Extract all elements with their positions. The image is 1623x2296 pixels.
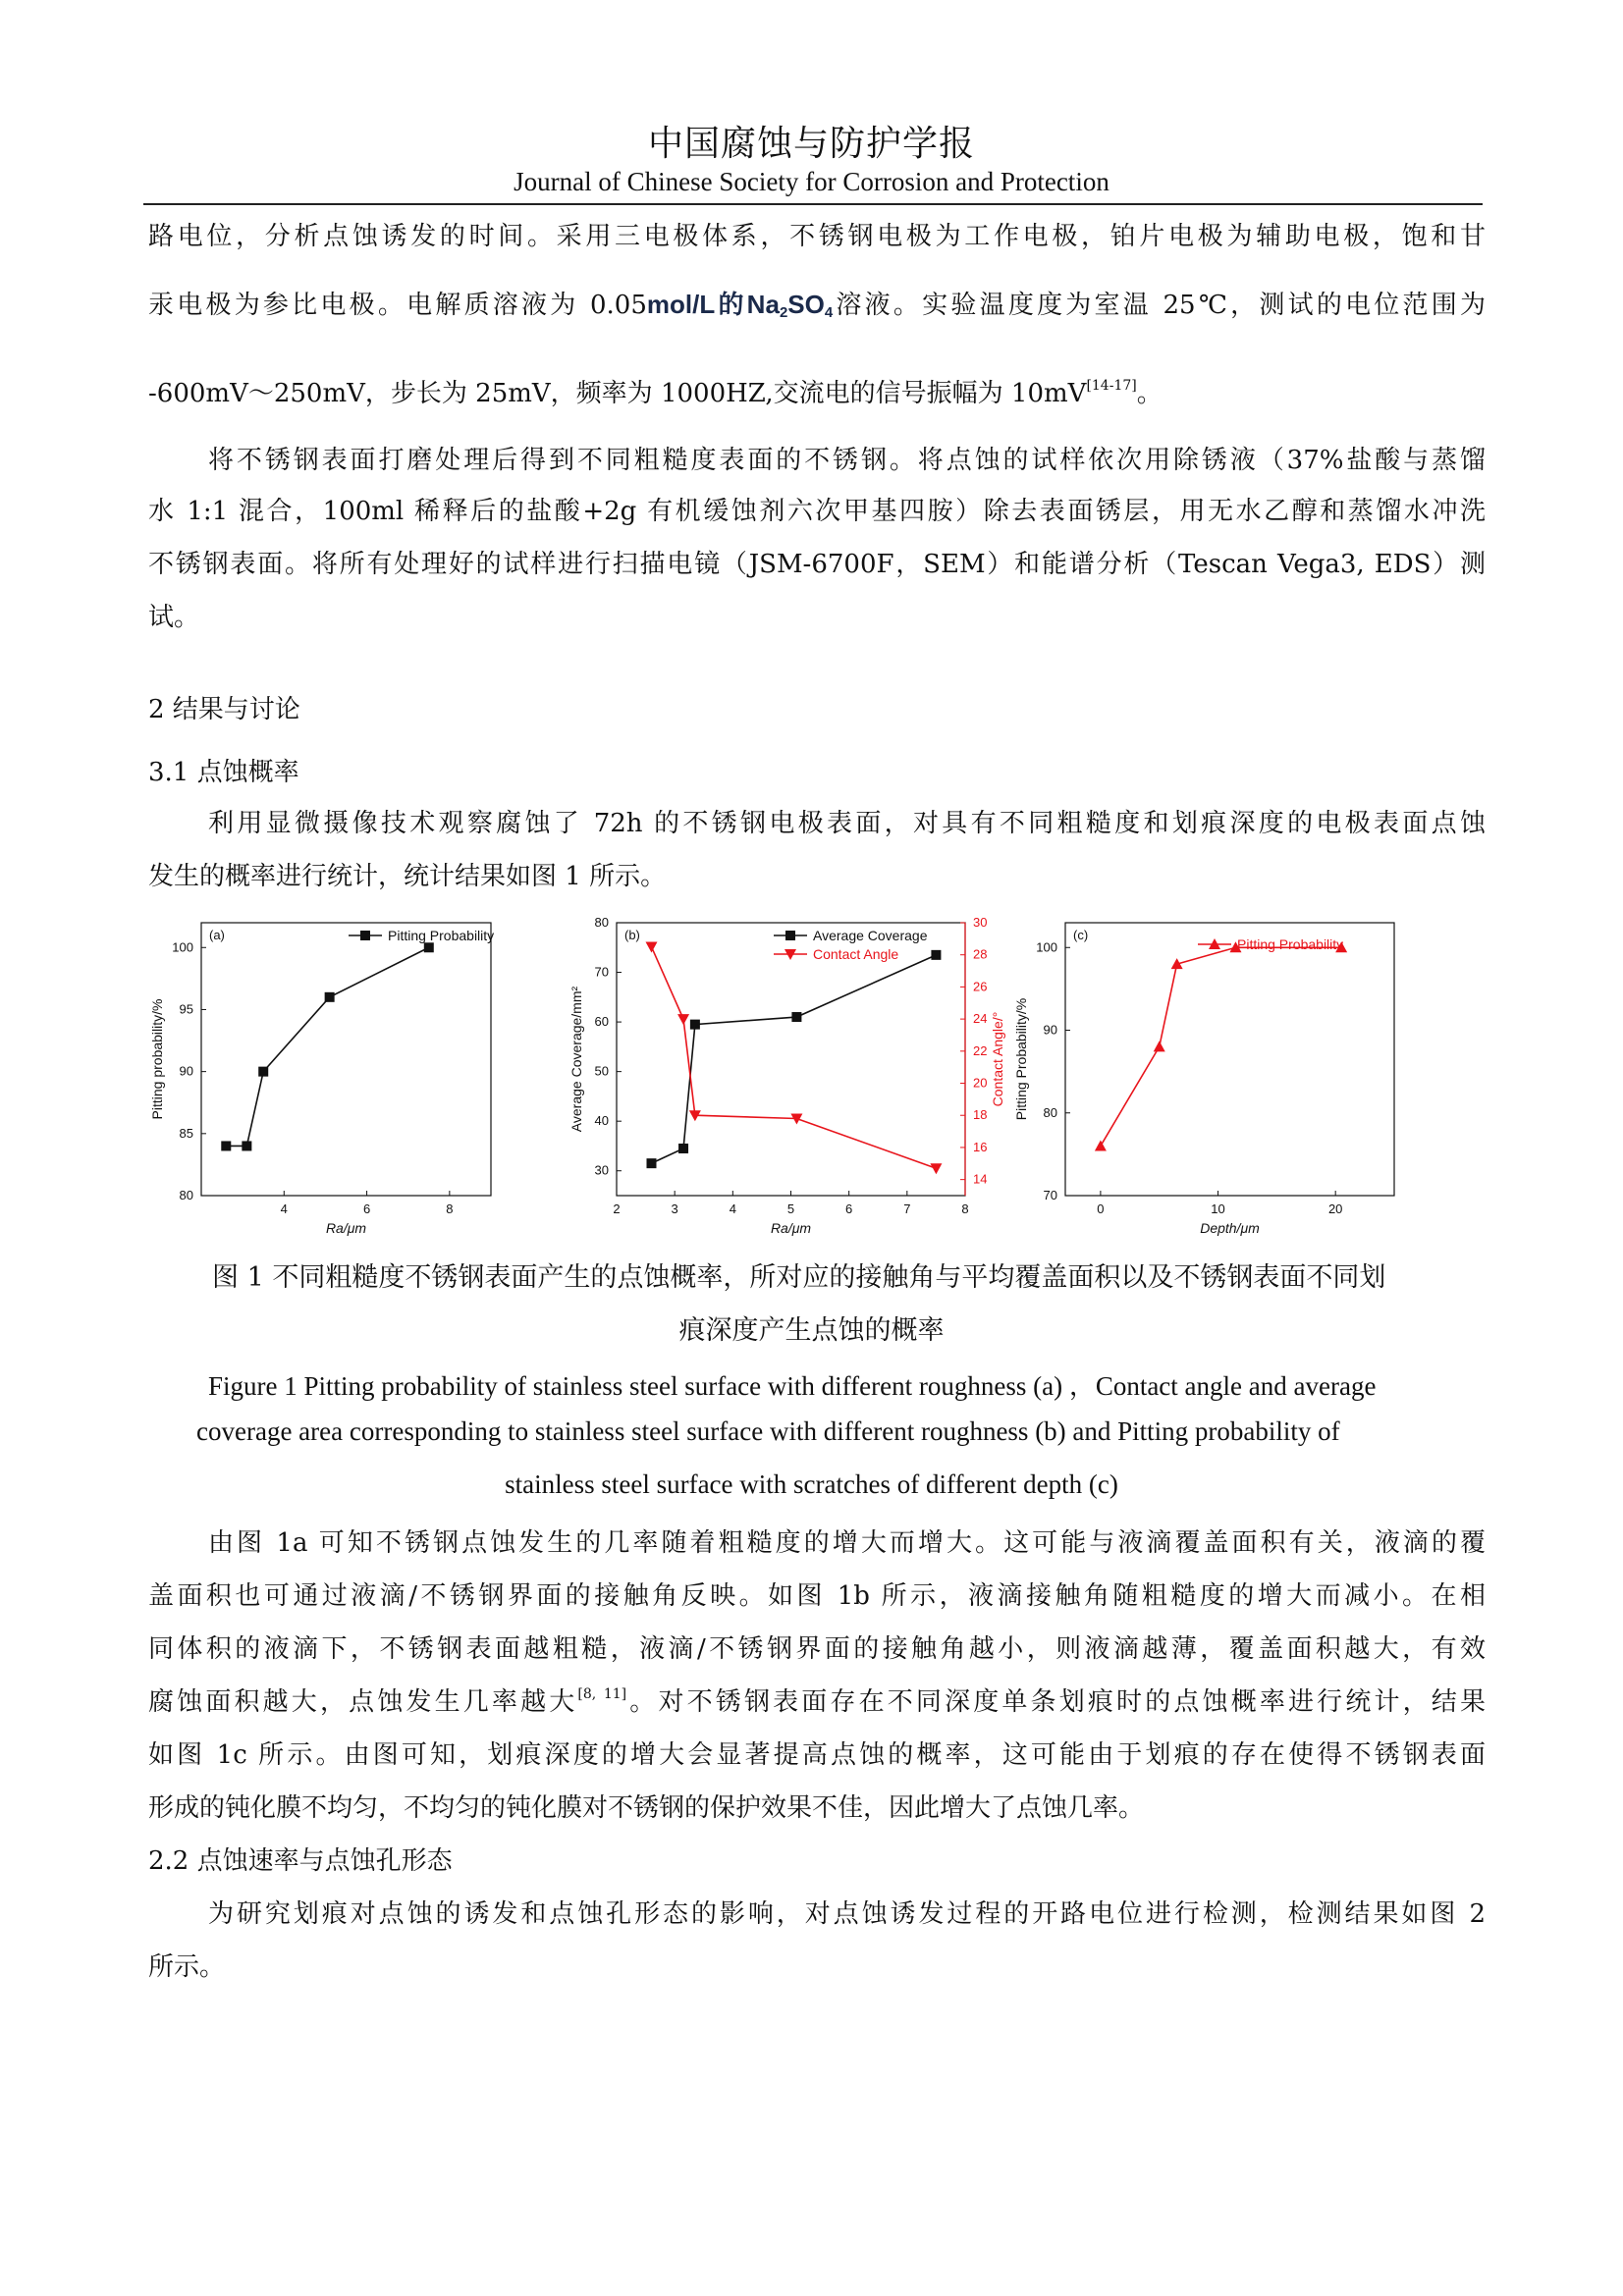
text-line: 所示。 bbox=[148, 1952, 226, 1982]
data-point bbox=[242, 1141, 251, 1150]
y-tick-label: 95 bbox=[179, 1001, 193, 1017]
data-point bbox=[791, 1012, 801, 1022]
text-line: 形成的钝化膜不均匀，不均匀的钝化膜对不锈钢的保护效果不佳，因此增大了点蚀几率。 bbox=[148, 1793, 1145, 1823]
x-axis-label: Ra/μm bbox=[770, 1220, 812, 1236]
citation: [14-17] bbox=[1086, 378, 1137, 394]
y-right-tick-label: 16 bbox=[973, 1139, 988, 1154]
y-right-tick-label: 24 bbox=[973, 1011, 988, 1027]
text-span: 。对不锈钢表面存在不同深度单条划痕时的点蚀概率进行统计，结果 bbox=[626, 1687, 1486, 1717]
x-tick-label: 7 bbox=[903, 1201, 911, 1216]
figure-caption-en: coverage area corresponding to stainless steel surface with different roughness (b) and Pitting probability of bbox=[196, 1416, 1340, 1446]
text-line: 同体积的液滴下，不锈钢表面越粗糙，液滴/不锈钢界面的接触角越小，则液滴越薄，覆盖面积越大，有效 bbox=[148, 1634, 1486, 1664]
header-rule bbox=[143, 203, 1483, 205]
data-point bbox=[221, 1141, 231, 1150]
plot-frame bbox=[201, 923, 491, 1196]
chart-c-pitting-vs-depth bbox=[1006, 908, 1404, 1247]
series-line-pitting-probability bbox=[226, 947, 429, 1146]
panel-label: (c) bbox=[1073, 928, 1089, 942]
y-right-tick-label: 28 bbox=[973, 946, 988, 962]
y-tick-label: 60 bbox=[594, 1014, 609, 1030]
x-tick-label: 6 bbox=[845, 1201, 853, 1216]
y-tick-label: 30 bbox=[594, 1162, 609, 1178]
plot-frame bbox=[1065, 923, 1394, 1196]
y-tick-label: 100 bbox=[1036, 939, 1057, 955]
text-span: 腐蚀面积越大，点蚀发生几率越大 bbox=[148, 1687, 578, 1717]
legend-label: Contact Angle bbox=[813, 946, 899, 962]
y-axis-label: Pitting Probability/% bbox=[1013, 997, 1029, 1121]
formula-part: mol/L的Na bbox=[646, 290, 780, 319]
data-point bbox=[1154, 1041, 1165, 1051]
panel-label: (b) bbox=[624, 928, 640, 942]
x-tick-label: 3 bbox=[671, 1201, 678, 1216]
x-tick-label: 4 bbox=[280, 1201, 288, 1216]
legend-marker bbox=[785, 931, 795, 940]
y-tick-label: 85 bbox=[179, 1125, 193, 1141]
y-right-tick-label: 26 bbox=[973, 979, 988, 994]
data-point bbox=[646, 942, 658, 953]
legend-marker bbox=[360, 931, 370, 940]
y-tick-label: 70 bbox=[594, 964, 609, 980]
x-tick-label: 0 bbox=[1097, 1201, 1105, 1216]
figure-caption-cn: 痕深度产生点蚀的概率 bbox=[678, 1315, 945, 1346]
text-line: 不锈钢表面。将所有处理好的试样进行扫描电镜（JSM-6700F，SEM）和能谱分析（Tescan Vega3, EDS）测 bbox=[148, 550, 1486, 579]
panel-label: (a) bbox=[209, 928, 225, 942]
text-span: -600mV～250mV，步长为 25mV，频率为 1000HZ,交流电的信号振幅为 10mV bbox=[148, 379, 1087, 408]
y-tick-label: 80 bbox=[594, 915, 609, 930]
y-tick-label: 100 bbox=[172, 939, 193, 955]
x-tick-label: 4 bbox=[729, 1201, 736, 1216]
series-line-contact-angle bbox=[652, 947, 937, 1169]
text-line: 由图 1a 可知不锈钢点蚀发生的几率随着粗糙度的增大而增大。这可能与液滴覆盖面积有关，液滴的覆 bbox=[208, 1528, 1486, 1558]
data-point bbox=[690, 1020, 700, 1030]
x-tick-label: 8 bbox=[961, 1201, 969, 1216]
y-tick-label: 40 bbox=[594, 1113, 609, 1129]
text-line: 发生的概率进行统计，统计结果如图 1 所示。 bbox=[148, 862, 667, 891]
text-line bbox=[148, 373, 1486, 409]
y-tick-label: 70 bbox=[1043, 1188, 1057, 1202]
text-line: 为研究划痕对点蚀的诱发和点蚀孔形态的影响，对点蚀诱发过程的开路电位进行检测，检测结果如图 2 bbox=[208, 1899, 1486, 1929]
text-line: 利用显微摄像技术观察腐蚀了 72h 的不锈钢电极表面，对具有不同粗糙度和划痕深度的电极表面点蚀 bbox=[208, 809, 1486, 838]
figure-caption-en: stainless steel surface with scratches of different depth (c) bbox=[505, 1469, 1118, 1499]
x-tick-label: 5 bbox=[786, 1201, 795, 1216]
y-right-tick-label: 18 bbox=[973, 1107, 988, 1123]
section-heading: 2 结果与讨论 bbox=[148, 695, 300, 724]
data-point bbox=[1095, 1140, 1107, 1150]
section-heading: 3.1 点蚀概率 bbox=[148, 758, 299, 787]
x-tick-label: 6 bbox=[362, 1201, 371, 1216]
text-line: 盖面积也可通过液滴/不锈钢界面的接触角反映。如图 1b 所示，液滴接触角随粗糙度的增大而减小。在相 bbox=[148, 1581, 1486, 1611]
y-tick-label: 80 bbox=[1043, 1104, 1057, 1120]
figure-caption-en: Figure 1 Pitting probability of stainless steel surface with different roughness (a) ，Contact angle and average bbox=[208, 1371, 1377, 1401]
x-tick-label: 20 bbox=[1327, 1201, 1343, 1216]
x-tick-label: 2 bbox=[613, 1201, 621, 1216]
y-right-axis-label: Contact Angle/° bbox=[990, 1011, 1005, 1107]
y-tick-label: 80 bbox=[179, 1188, 193, 1202]
series-line-pitting-probability bbox=[1101, 947, 1341, 1146]
text-span: 。 bbox=[1136, 379, 1163, 408]
y-axis-label: Average Coverage/mm² bbox=[568, 986, 584, 1133]
y-tick-label: 50 bbox=[594, 1063, 609, 1079]
chart-a-pitting-vs-roughness bbox=[142, 908, 584, 1247]
journal-title-en: Journal of Chinese Society for Corrosion and Protection bbox=[514, 167, 1109, 196]
data-point bbox=[678, 1144, 688, 1153]
chart-b-coverage-contact-angle bbox=[568, 908, 1014, 1247]
formula-subscript: 2 bbox=[779, 304, 788, 321]
formula-part: SO bbox=[787, 290, 825, 319]
series-line-average-coverage bbox=[652, 955, 937, 1163]
data-point bbox=[325, 992, 335, 1002]
x-tick-label: 8 bbox=[446, 1201, 454, 1216]
legend-label: Pitting Probability bbox=[388, 928, 495, 943]
y-right-tick-label: 14 bbox=[973, 1171, 988, 1187]
text-span: 汞电极为参比电极。电解质溶液为 0.05 bbox=[148, 291, 647, 320]
y-right-tick-label: 22 bbox=[973, 1042, 988, 1058]
formula-subscript: 4 bbox=[824, 304, 834, 321]
data-point bbox=[930, 1163, 942, 1174]
text-line: 水 1:1 混合，100ml 稀释后的盐酸+2g 有机缓蚀剂六次甲基四胺）除去表面锈层，用无水乙醇和蒸馏水冲洗 bbox=[148, 497, 1486, 526]
y-right-tick-label: 20 bbox=[973, 1075, 988, 1091]
x-axis-label: Depth/μm bbox=[1200, 1220, 1260, 1236]
text-line: 如图 1c 所示。由图可知，划痕深度的增大会显著提高点蚀的概率，这可能由于划痕的存在使得不锈钢表面 bbox=[148, 1740, 1486, 1770]
text-line: 将不锈钢表面打磨处理后得到不同粗糙度表面的不锈钢。将点蚀的试样依次用除锈液（37%盐酸与蒸馏 bbox=[208, 446, 1486, 475]
x-tick-label: 10 bbox=[1211, 1201, 1225, 1216]
text-span: 溶液。实验温度度为室温 25℃，测试的电位范围为 bbox=[833, 291, 1487, 320]
text-line bbox=[148, 1682, 1486, 1718]
y-tick-label: 90 bbox=[1043, 1022, 1057, 1038]
legend-label: Pitting Probability bbox=[1237, 936, 1344, 952]
section-heading: 2.2 点蚀速率与点蚀孔形态 bbox=[148, 1846, 453, 1876]
figure-caption-cn: 图 1 不同粗糙度不锈钢表面产生的点蚀概率，所对应的接触角与平均覆盖面积以及不锈钢表面不同划 bbox=[212, 1262, 1386, 1293]
data-point bbox=[931, 950, 941, 960]
y-axis-label: Pitting probability/% bbox=[149, 998, 165, 1120]
data-point bbox=[647, 1158, 657, 1168]
legend-label: Average Coverage bbox=[813, 928, 928, 943]
data-point bbox=[677, 1014, 689, 1025]
data-point bbox=[258, 1067, 268, 1077]
text-line: 路电位，分析点蚀诱发的时间。采用三电极体系，不锈钢电极为工作电极，铂片电极为辅助电极，饱和甘 bbox=[148, 222, 1486, 251]
y-right-tick-label: 30 bbox=[973, 915, 988, 930]
chemical-formula bbox=[647, 290, 833, 319]
text-line bbox=[148, 285, 1486, 321]
journal-title-cn: 中国腐蚀与防护学报 bbox=[647, 124, 975, 164]
data-point bbox=[424, 942, 434, 952]
x-axis-label: Ra/μm bbox=[325, 1220, 367, 1236]
text-line: 试。 bbox=[148, 603, 200, 632]
y-tick-label: 90 bbox=[179, 1063, 193, 1079]
citation: [8, 11] bbox=[577, 1686, 627, 1702]
